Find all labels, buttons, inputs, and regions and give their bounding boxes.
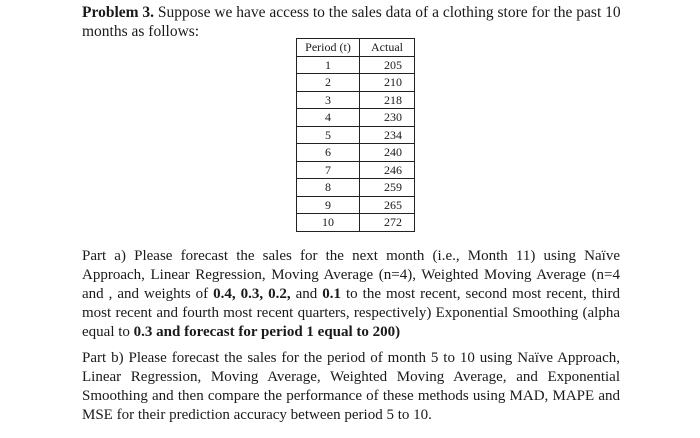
header-period: Period (t) <box>297 39 360 57</box>
table-row <box>297 74 415 92</box>
actual-cell: 230 <box>360 109 415 127</box>
actual-cell: 240 <box>360 144 415 162</box>
table-row <box>297 214 415 232</box>
part-b-paragraph: Part b) Please forecast the sales for the period of month 5 to 10 using Naïve Approach, Linear Regression, Moving Average, Weighted Moving Average, and Exponential Smoothing and then compare the performance of these methods using MAD, MAPE and MSE for their prediction accuracy between period 5 to 10. <box>82 350 620 423</box>
problem-statement <box>82 3 622 41</box>
part-a-bold-alpha: 0.3 and forecast for period 1 equal to 200) <box>133 324 401 340</box>
period-cell: 7 <box>297 161 360 179</box>
period-cell: 1 <box>297 56 360 74</box>
actual-cell: 259 <box>360 179 415 197</box>
period-cell: 6 <box>297 144 360 162</box>
problem-text: Suppose we have access to the sales data of a clothing store for the past 10 months as follows: <box>82 4 621 40</box>
part-a-text-1: Part a) Please forecast the sales for the next month (i.e., Month 11) using Naïve Approach, Linear Regression, Moving Average (n=4), Weighted Moving Average (n=4 and , and weights of <box>82 248 620 302</box>
table-header-row <box>297 39 415 57</box>
period-cell: 9 <box>297 196 360 214</box>
period-cell: 5 <box>297 126 360 144</box>
table-row <box>297 109 415 127</box>
period-cell: 10 <box>297 214 360 232</box>
actual-cell: 272 <box>360 214 415 232</box>
part-a-bold-weights: 0.4, 0.3, 0.2, <box>213 286 291 302</box>
table-row <box>297 56 415 74</box>
actual-cell: 205 <box>360 56 415 74</box>
table-row <box>297 179 415 197</box>
actual-cell: 234 <box>360 126 415 144</box>
actual-cell: 210 <box>360 74 415 92</box>
table-row <box>297 144 415 162</box>
period-cell: 8 <box>297 179 360 197</box>
actual-cell: 265 <box>360 196 415 214</box>
table-row <box>297 196 415 214</box>
period-cell: 2 <box>297 74 360 92</box>
part-a-text-3: to the most recent, second most recent, third most recent and fourth most recent quarters, respectively) Exponential Smoothing (alpha equal to <box>82 286 621 340</box>
problem-label: Problem 3. <box>82 4 155 21</box>
period-cell: 3 <box>297 91 360 109</box>
actual-cell: 246 <box>360 161 415 179</box>
table-row <box>297 126 415 144</box>
part-a-text-2: and <box>290 286 323 302</box>
period-cell: 4 <box>297 109 360 127</box>
actual-cell: 218 <box>360 91 415 109</box>
table-row <box>297 161 415 179</box>
sales-table <box>296 38 415 232</box>
header-actual: Actual <box>360 39 415 57</box>
table-row <box>297 91 415 109</box>
part-a-paragraph <box>82 247 620 342</box>
part-a-bold-weight-last: 0.1 <box>322 286 342 302</box>
